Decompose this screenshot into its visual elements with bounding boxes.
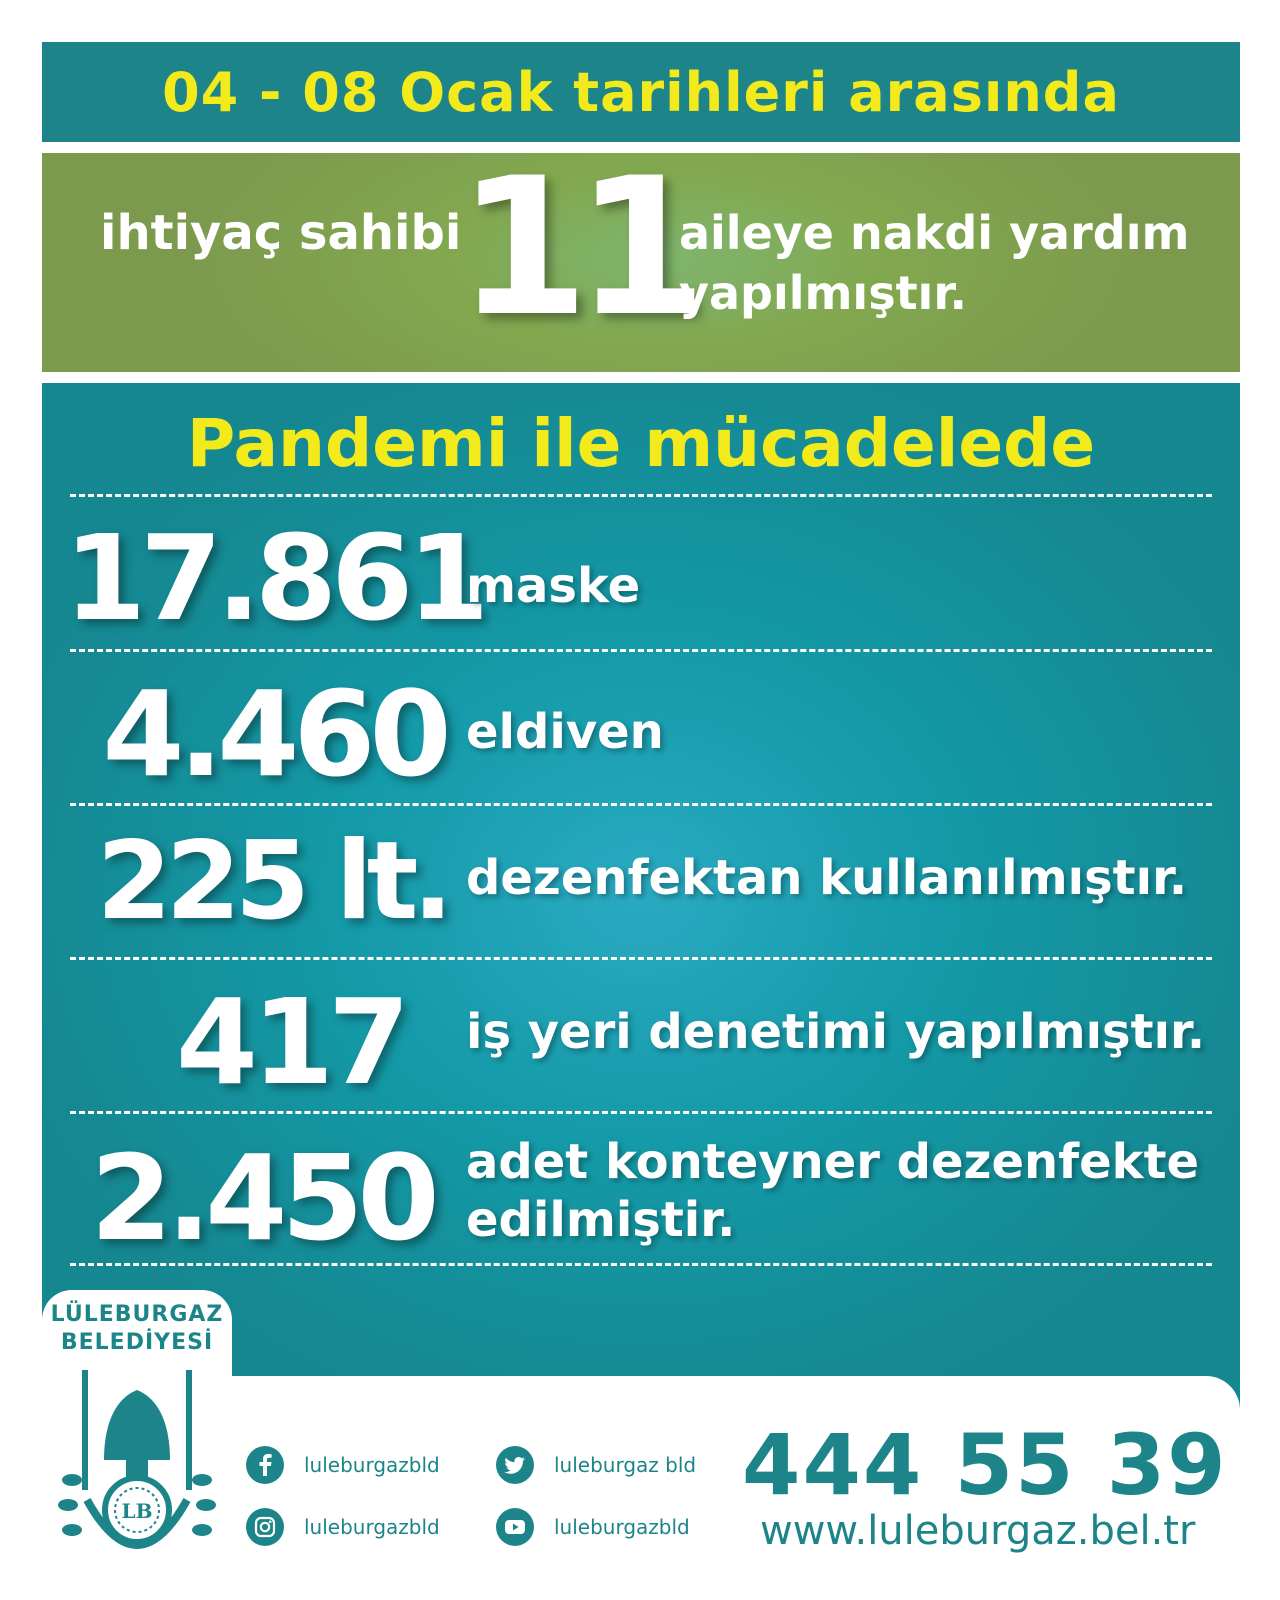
youtube-handle: luleburgazbld bbox=[554, 1515, 690, 1539]
aid-family-count: 11 bbox=[457, 137, 694, 358]
social-facebook[interactable] bbox=[246, 1446, 440, 1484]
stat-value-disinfectant: 225 lt. bbox=[96, 819, 448, 944]
logo-text-line1: LÜLEBURGAZ bbox=[50, 1302, 224, 1327]
social-instagram[interactable] bbox=[246, 1508, 440, 1546]
stat-value-inspections: 417 bbox=[175, 973, 405, 1111]
aid-right-line2: yapılmıştır. bbox=[679, 266, 967, 320]
divider bbox=[70, 803, 1212, 806]
phone-number[interactable]: 444 55 39 bbox=[742, 1416, 1228, 1514]
divider bbox=[70, 494, 1212, 497]
divider bbox=[70, 649, 1212, 652]
stat-label-masks: maske bbox=[466, 558, 641, 614]
facebook-handle: luleburgazbld bbox=[304, 1453, 440, 1477]
instagram-handle: luleburgazbld bbox=[304, 1515, 440, 1539]
stat-value-gloves: 4.460 bbox=[102, 665, 446, 803]
logo-emblem-icon bbox=[42, 1360, 232, 1590]
stat-value-containers: 2.450 bbox=[90, 1129, 434, 1267]
stat-value-masks: 17.861 bbox=[64, 509, 484, 647]
divider bbox=[70, 1263, 1212, 1266]
stat-label-gloves: eldiven bbox=[466, 704, 664, 760]
social-twitter[interactable] bbox=[496, 1446, 696, 1484]
website-link[interactable]: www.luleburgaz.bel.tr bbox=[760, 1508, 1196, 1554]
aid-right-line1: aileye nakdi yardım bbox=[679, 206, 1190, 260]
youtube-icon bbox=[496, 1508, 534, 1546]
twitter-icon bbox=[496, 1446, 534, 1484]
date-banner bbox=[42, 42, 1240, 142]
municipality-logo bbox=[42, 1290, 232, 1600]
social-youtube[interactable] bbox=[496, 1508, 690, 1546]
logo-monogram: LB bbox=[121, 1499, 153, 1523]
facebook-icon bbox=[246, 1446, 284, 1484]
divider bbox=[70, 957, 1212, 960]
date-range-heading: 04 - 08 Ocak tarihleri arasında bbox=[162, 60, 1120, 124]
aid-left-text: ihtiyaç sahibi bbox=[100, 205, 462, 261]
stat-label-inspections: iş yeri denetimi yapılmıştır. bbox=[466, 1004, 1206, 1060]
twitter-handle: luleburgaz bld bbox=[554, 1453, 697, 1477]
stat-label-containers-line2: edilmiştir. bbox=[466, 1192, 736, 1248]
pandemic-title: Pandemi ile mücadelede bbox=[186, 405, 1096, 482]
stat-label-containers bbox=[466, 1133, 1199, 1249]
instagram-icon bbox=[246, 1508, 284, 1546]
stat-label-containers-line1: adet konteyner dezenfekte bbox=[466, 1134, 1200, 1190]
logo-text-line2: BELEDİYESİ bbox=[60, 1330, 214, 1355]
divider bbox=[70, 1111, 1212, 1114]
cash-aid-banner bbox=[42, 137, 1240, 372]
aid-right-text bbox=[679, 203, 1189, 323]
stat-label-disinfectant: dezenfektan kullanılmıştır. bbox=[466, 850, 1188, 906]
